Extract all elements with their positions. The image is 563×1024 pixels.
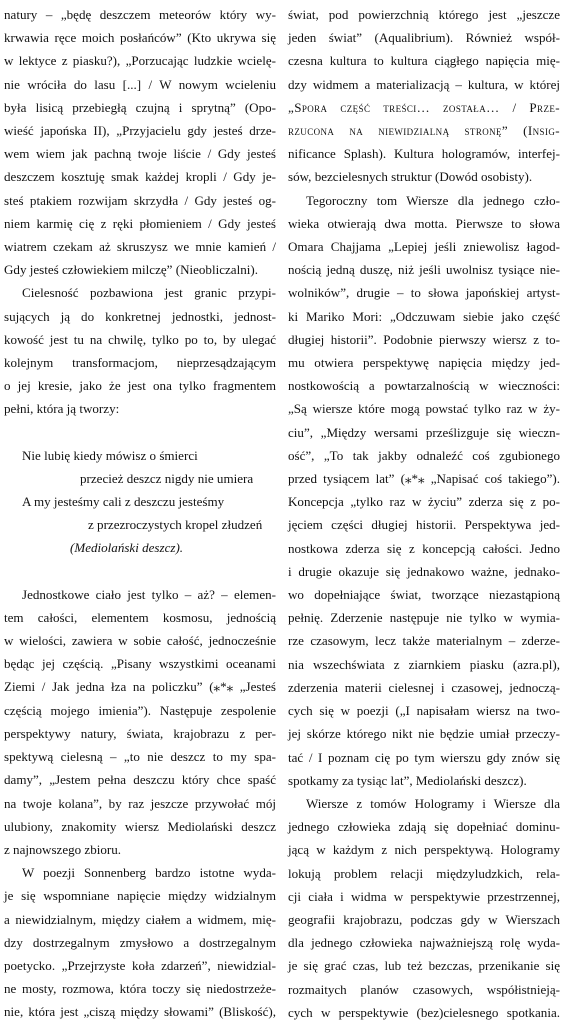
text-line: spotkamy za tysiąc lat”, Mediolański deszcz). [288, 772, 527, 788]
poem-line: A my jesteśmy cali z deszczu jesteśmy [22, 494, 225, 510]
text-line: rze czasowym, lecz także materialnym – zderze- [288, 633, 560, 649]
text-line: a niewidzialnym, między ciałem a widmem, mię- [4, 911, 276, 927]
text-line: nie wróciła do lasu [...] / W nowym wcieleniu [4, 76, 276, 92]
poem-line: Nie lubię kiedy mówisz o śmierci [22, 447, 198, 463]
poem-source: (Mediolański deszcz). [70, 540, 184, 556]
text-line: cych się w poezji („I napisałam wiersz na two- [288, 703, 560, 719]
text-line: natury – „będę deszczem meteorów który wy- [4, 7, 276, 22]
text-line: zderzenia materii cielesnej i czasowej, jednoczą- [288, 679, 560, 695]
paragraph-hidden-world [288, 3, 560, 189]
text-line: długiej historii”. Podobnie pierwszy wiersz z to- [288, 331, 560, 347]
text-line: czesna kultura to kultura ciągłego napięcia mię- [288, 53, 560, 69]
poem-line: przecież deszcz nigdy nie umiera [80, 470, 254, 486]
text-line: ki Mariko Mori: „Odczuwam siebie jako część [288, 308, 560, 324]
text-line: o jej kresie, jako że jest ona tylko fragmentem [4, 378, 276, 394]
text-line: dzy dostrzegalnym zmysłowo a dostrzegalnym [4, 934, 276, 950]
paragraph-quotes-continuation [4, 3, 276, 281]
text-line: ulubiony, znakomity wiersz Mediolański deszcz [4, 818, 276, 834]
text-line: była lisicą przebiegłą czujną i sprytną” (Opo- [4, 99, 276, 115]
text-line: tać / I poznam cię po tym wierszu gdy znów się [288, 749, 560, 765]
text-line: jęciem części długiej historii. Perspektywa jed- [288, 517, 560, 533]
text-line: na twoje kolana”, by raz jeszcze przywołać mój [4, 795, 276, 811]
text-line: jednego człowieka zdają się dopełniać dominu- [288, 819, 560, 835]
paragraph-individual-body [4, 583, 276, 861]
text-line: jej skórze którego nikt nie będzie umiał przeczy- [288, 726, 560, 742]
text-line: spektywą cielesną – „to nie deszcz to my spa- [4, 749, 276, 765]
text-line: nie, która jest „ciszą między słowami” (Bliskość), [4, 1004, 276, 1020]
text-line: krwawia ręce moich posłańców” (Kto ukrywa się [4, 30, 276, 46]
text-line: dzy widmem a materializacją – kultura, w której [288, 76, 560, 92]
text-line: sów, bezcielesnych struktur (Dowód osobisty). [288, 169, 533, 185]
text-line: świat, pod powierzchnią którego jest „jeszcze [288, 7, 560, 22]
text-line: geografii krajobrazu, podczas gdy w Wierszach [288, 911, 560, 927]
text-line: Cielesność pozbawiona jest granic przypi- [22, 285, 276, 301]
text-line: sujących ją do konkretnej jednostki, jednost- [4, 308, 276, 324]
paragraph-two-mottos [288, 189, 560, 792]
text-line: wem wiem jak pachną twoje liście / Gdy jesteś [4, 146, 276, 162]
text-line: nia wszechświata z ziarnkiem piasku (azra.pl), [288, 656, 560, 672]
text-line: w wielości, zawiera w sobie całość, jednocześnie [4, 633, 276, 649]
text-line: pełnię. Zderzenie następuje nie tylko w wymia- [288, 610, 560, 626]
text-line: ne mosty, rozmowa, która toczy się niedostrzeże- [4, 981, 276, 997]
paragraph-visible-invisible [4, 861, 276, 1023]
text-line: niem karmię cię z ręki płomieniem / Gdy jesteś [4, 215, 276, 231]
text-line: ość”, „To tak jakby odnaleźć coś zgubionego [288, 447, 560, 463]
text-line: kowość jest tu na chwilę, tylko po to, by ulegać [4, 331, 276, 347]
text-line: wolników”, drugie – to słowa japońskiej artyst- [288, 285, 560, 301]
text-line: nostkowa zderza się z koncepcją całości. Jedno [288, 540, 560, 556]
text-line: lokują problem relacji międzyludzkich, rela- [288, 865, 560, 881]
text-line: nością jedną duszę, niż jeśli uwolnisz tysiące nie- [288, 262, 560, 278]
text-line: „Są wiersze które mogą powstać tylko raz w ży- [288, 401, 560, 417]
text-line: z najnowszego zbioru. [4, 841, 122, 857]
text-line: będąc jej częścią. „Pisany wszystkimi oceanami [4, 656, 276, 672]
text-line: mu otwiera perspektywę napięcia między jed- [288, 355, 560, 371]
left-column [4, 3, 276, 1024]
text-line: częścią mojego imienia”). Następuje zespolenie [4, 702, 276, 718]
text-line: Ziemi / Jak jedna łza na policzku” (⁎*⁎ „Jesteś [4, 679, 276, 695]
text-line: cych w perspektywie (bez)cielesnego spotkania. [288, 1004, 560, 1020]
text-line: rzucona na niewidzialną stronę” (Insig- [288, 123, 560, 139]
text-line: nostkowością a powtarzalnością w wieczności: [288, 378, 560, 394]
paragraph-corporeality [4, 281, 276, 420]
text-line: nificance Splash). Kultura hologramów, interfej- [288, 146, 560, 162]
poem-quote [4, 444, 276, 560]
text-line: Omara Chajjama „Lepiej jeśli zniewolisz łagod- [288, 239, 560, 255]
text-line: ciu”, „Między wersami prześlizguje się wieczn- [288, 424, 560, 440]
text-line: kolejnym transformacjom, nieprzesądzającym [4, 355, 276, 371]
text-line: Jednostkowe ciało jest tylko – aż? – elemen- [22, 586, 276, 602]
text-line: rozmaitych planów czasowych, współistnieją- [288, 981, 560, 997]
text-line: cji ciała i widma w perspektywie przestrzennej, [288, 888, 560, 904]
right-column [288, 3, 560, 1024]
text-line: przed tysiącem lat” (⁎*⁎ „Napisać coś takiego”). [288, 471, 560, 487]
text-line: jącą w każdym z nich perspektywą. Hologramy [288, 842, 560, 858]
text-line: poetycko. „Przejrzyste koła zdarzeń”, niewidzial- [4, 957, 276, 973]
text-line: deszczem kosztuję smak każdej kropli / Gdy je- [4, 169, 276, 185]
text-line: wo dopełniające świat, tworzące niezastąpioną [288, 587, 560, 603]
text-line: tem całości, elementem kosmosu, jednością [4, 609, 276, 625]
text-line: steś ptakiem rozwijam skrzydła / Gdy jesteś og- [4, 192, 276, 208]
text-line: wiatrem czekam aż skruszysz we mnie kamień / [4, 239, 276, 255]
text-line: pełni, która ją tworzy: [4, 401, 120, 417]
poem-line: z przezroczystych kropel złudzeń [88, 517, 263, 533]
text-line: Koncepcja „tylko raz w życiu” zderza się z po- [288, 494, 560, 510]
text-line: „Spora część treści… została… / Prze- [288, 99, 560, 115]
text-line: dla jednego człowieka najważniejszą rolę wyda- [288, 935, 560, 951]
text-line: wieka otwierają dwa motta. Pierwsze to słowa [288, 215, 560, 231]
text-line: Gdy jesteś człowiekiem milczę” (Nieobliczalni). [4, 262, 258, 278]
paragraph-two-volumes [288, 792, 560, 1024]
text-line: i drugie okazuje się jednakowo ważne, jednako- [288, 563, 560, 579]
text-line: je się wspomniane napięcie między widzialnym [4, 888, 276, 904]
text-line: Wiersze z tomów Hologramy i Wiersze dla [306, 795, 560, 811]
text-line: je się grać czas, lub też bezczas, przenikanie się [288, 958, 560, 974]
text-line: Tegoroczny tom Wiersze dla jednego czło- [306, 192, 560, 208]
text-line: damy”, „Jestem pełna deszczu który chce spaść [4, 772, 276, 788]
text-line: perspektywy natury, świata, krajobrazu z per- [4, 725, 276, 741]
text-line: wieść japońska II), „Przyjacielu gdy jesteś drze- [4, 123, 276, 139]
text-line: w lektyce z piasku?), „Porzucając ludzkie wcielę- [4, 53, 276, 69]
text-line: jeden świat” (Aqualibrium). Również współ- [288, 30, 560, 46]
text-line: W poezji Sonnenberg bardzo istotne wyda- [22, 865, 276, 881]
